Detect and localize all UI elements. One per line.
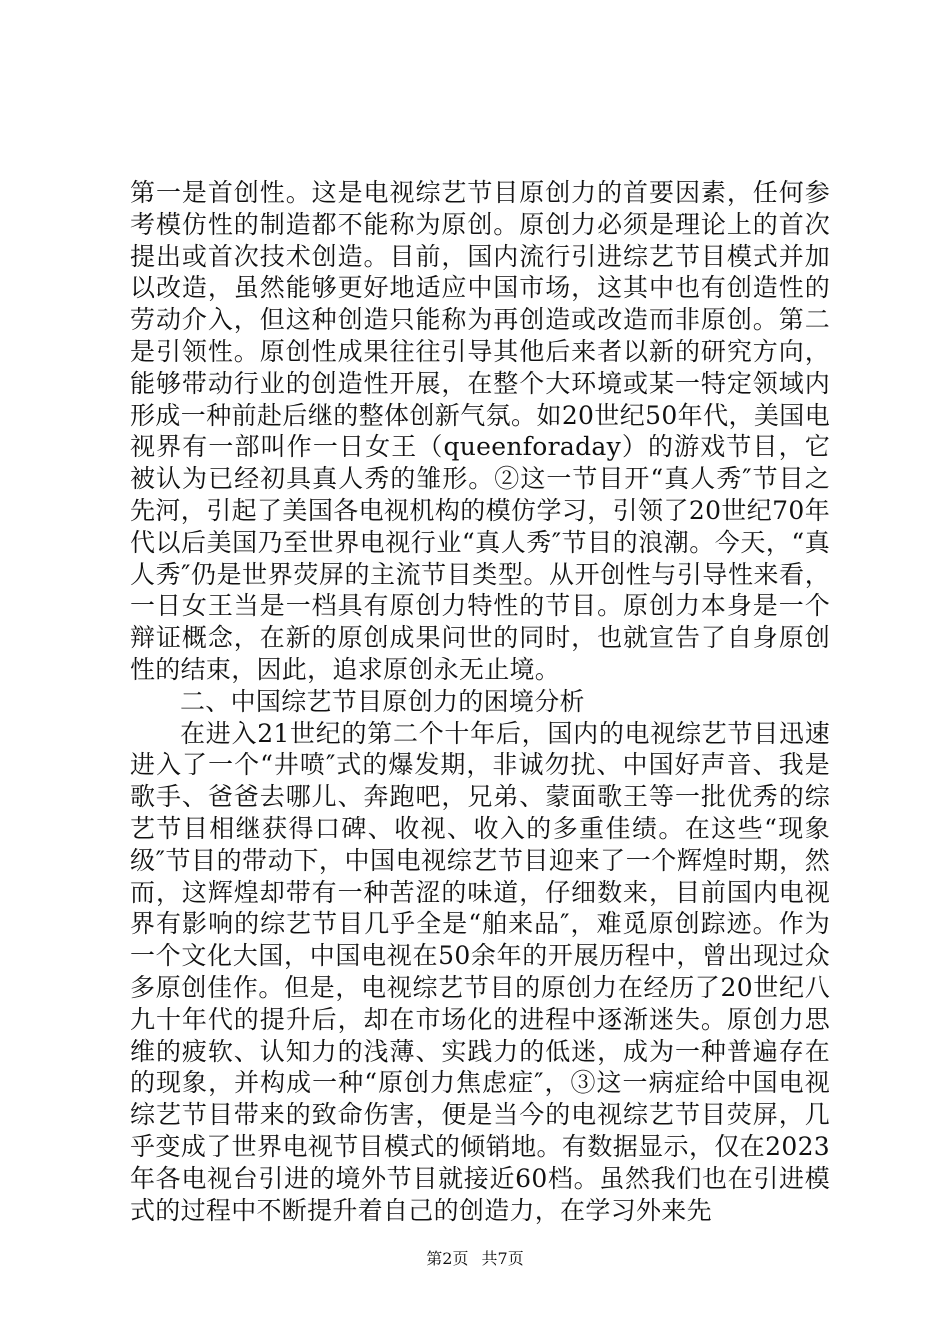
page-total: 共7页 bbox=[481, 1249, 524, 1268]
page-footer bbox=[0, 1246, 950, 1269]
section-heading: 二、中国综艺节目原创力的困境分析 bbox=[180, 686, 585, 716]
document-body bbox=[130, 177, 830, 1226]
paragraph-originality-traits: 第一是首创性。这是电视综艺节目原创力的首要因素，任何参考模仿性的制造都不能称为原创。原创力必须是理论上的首次提出或首次技术创造。目前，国内流行引进综艺节目模式并加以改造，虽然能够更好地适应中国市场，这其中也有创造性的劳动介入，但这种创造只能称为再创造或改造而非原创。第二是引领性。原创性成果往往引导其他后来者以新的研究方向，能够带动行业的创造性开展，在整个大环境或某一特定领域内形成一种前赴后继的整体创新气氛。如20世纪50年代，美国电视界有一部叫作一日女王（queenforaday）的游戏节目，它被认为已经初具真人秀的雏形。②这一节目开“真人秀″节目之先河，引起了美国各电视机构的模仿学习，引领了20世纪70年代以后美国乃至世界电视行业“真人秀″节目的浪潮。今天，“真人秀″仍是世界荧屏的主流节目类型。从开创性与引导性来看，一日女王当是一档具有原创力特性的节目。原创力本身是一个辩证概念，在新的原创成果问世的同时，也就宣告了自身原创性的结束，因此，追求原创永无止境。 bbox=[130, 178, 830, 684]
page-number: 第2页 bbox=[426, 1249, 469, 1268]
paragraph-dilemma-analysis: 在进入21世纪的第二个十年后，国内的电视综艺节目迅速进入了一个“井喷″式的爆发期，非诚勿扰、中国好声音、我是歌手、爸爸去哪儿、奔跑吧，兄弟、蒙面歌王等一批优秀的综艺节目相继获得口碑、收视、收入的多重佳绩。在这些“现象级″节目的带动下，中国电视综艺节目迎来了一个辉煌时期，然而，这辉煌却带有一种苦涩的味道，仔细数来，目前国内电视界有影响的综艺节目几乎全是“舶来品″，难觅原创踪迹。作为一个文化大国，中国电视在50余年的开展历程中，曾出现过众多原创佳作。但是，电视综艺节目的原创力在经历了20世纪八九十年代的提升后，却在市场化的进程中逐渐迷失。原创力思维的疲软、认知力的浅薄、实践力的低迷，成为一种普遍存在的现象，并构成一种“原创力焦虑症″，③这一病症给中国电视综艺节目带来的致命伤害，便是当今的电视综艺节目荧屏，几乎变成了世界电视节目模式的倾销地。有数据显示，仅在2023年各电视台引进的境外节目就接近60档。虽然我们也在引进模式的过程中不断提升着自己的创造力，在学习外来先 bbox=[130, 718, 830, 1225]
